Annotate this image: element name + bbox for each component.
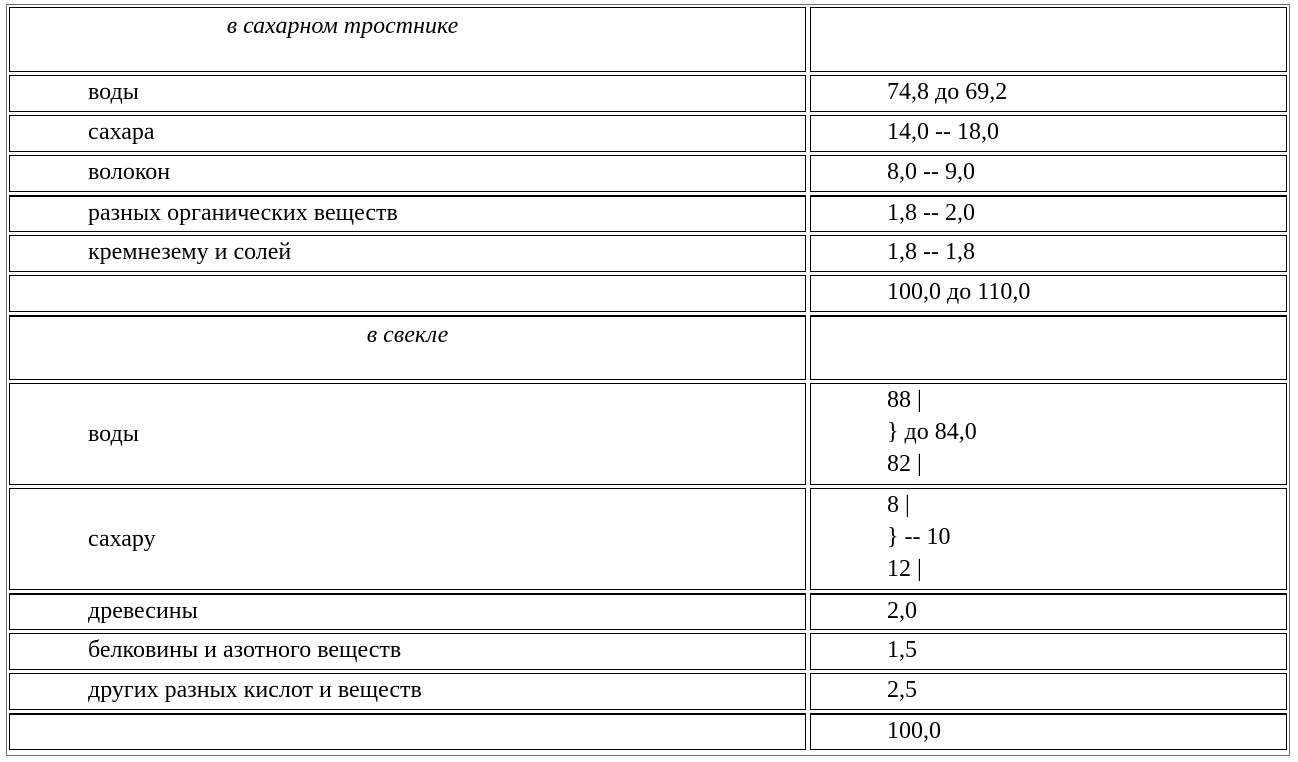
table-row-beet-header <box>7 313 1289 381</box>
value-line: } до 84,0 <box>887 419 977 445</box>
table-row <box>7 73 1289 113</box>
table-row <box>7 153 1289 193</box>
row-value: 14,0 -- 18,0 <box>887 119 999 145</box>
row-value: 1,5 <box>887 637 917 663</box>
table-row <box>7 233 1289 273</box>
cane-total-empty-cell <box>9 275 806 312</box>
row-label: кремнезему и солей <box>88 239 292 265</box>
cane-total-value: 100,0 до 110,0 <box>887 279 1031 305</box>
value-line: 8 | <box>887 492 910 518</box>
table-row-cane-total <box>7 273 1289 313</box>
row-label: воды <box>88 79 139 105</box>
table-row <box>7 113 1289 153</box>
cane-header-empty-cell <box>810 7 1287 72</box>
value-line: } -- 10 <box>887 524 951 550</box>
row-label: других разных кислот и веществ <box>88 677 422 703</box>
beet-total-value: 100,0 <box>887 718 941 744</box>
row-value: 1,8 -- 1,8 <box>887 239 975 265</box>
beet-total-empty-cell <box>9 713 806 750</box>
row-value: 1,8 -- 2,0 <box>887 200 975 226</box>
row-label: сахару <box>88 526 156 552</box>
row-label: древесины <box>88 598 198 624</box>
value-line: 82 | <box>887 451 922 477</box>
row-label: белковины и азотного веществ <box>88 637 402 663</box>
beet-water-value <box>811 384 1286 480</box>
table-row <box>7 671 1289 711</box>
beet-header-empty-cell <box>810 315 1287 380</box>
value-line: 12 | <box>887 556 922 582</box>
composition-table <box>7 5 1289 751</box>
table-row <box>7 631 1289 671</box>
beet-header: в свекле <box>366 322 449 348</box>
row-label: волокон <box>88 159 171 185</box>
row-label: воды <box>88 421 139 447</box>
table-row <box>7 591 1289 631</box>
row-value: 2,0 <box>887 598 917 624</box>
beet-sugar-value <box>811 489 1286 585</box>
table-row-beet-sugar <box>7 486 1289 591</box>
table-row-beet-total <box>7 711 1289 751</box>
value-line: 88 | <box>887 387 922 413</box>
cane-header: в сахарном тростнике <box>226 13 459 39</box>
row-label: разных органических веществ <box>88 200 398 226</box>
row-value: 74,8 до 69,2 <box>887 79 1008 105</box>
table-row <box>7 193 1289 233</box>
cane-header-cell <box>9 7 806 72</box>
row-label: сахара <box>88 119 155 145</box>
table-row-cane-header <box>7 5 1289 73</box>
row-value: 2,5 <box>887 677 917 703</box>
beet-header-cell <box>9 315 806 380</box>
row-value: 8,0 -- 9,0 <box>887 159 975 185</box>
table-row-beet-water <box>7 381 1289 486</box>
